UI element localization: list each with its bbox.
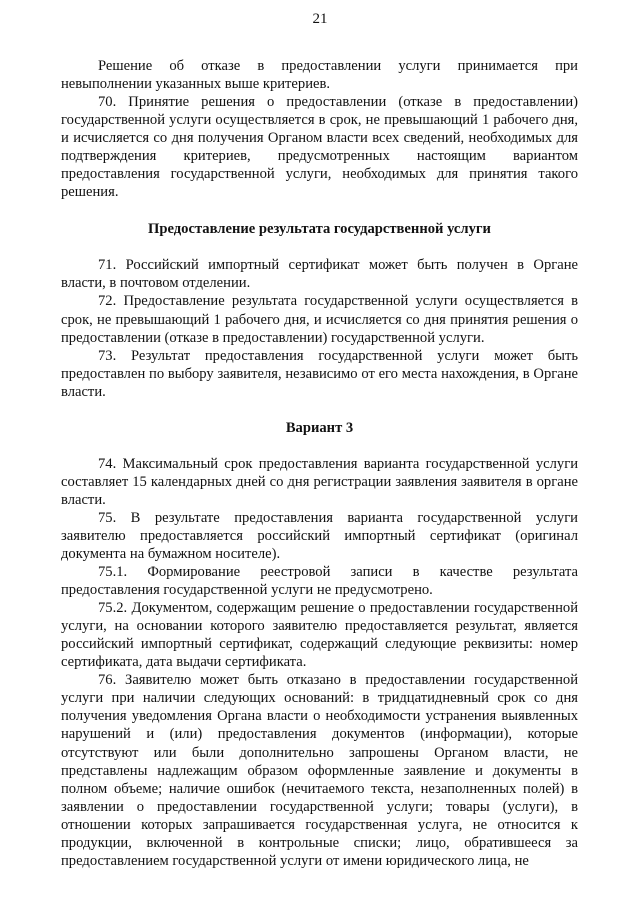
paragraph-75-1: 75.1. Формирование реестровой записи в качестве результата предоставления государственной услуги не предусмотрено. — [61, 564, 578, 599]
section-heading-result: Предоставление результата государственной услуги — [148, 221, 491, 238]
page-number: 21 — [312, 11, 328, 27]
paragraph-73: 73. Результат предоставления государственной услуги может быть предоставлен по выбору заявителя, независимо от его места нахождения, в Органе власти. — [61, 347, 578, 400]
section-heading-variant-3: Вариант 3 — [285, 419, 354, 436]
document-body — [61, 57, 578, 870]
paragraph-76: 76. Заявителю может быть отказано в предоставлении государственной услуги при наличии следующих оснований: в тридцатидневный срок со дня получения уведомления Органа власти о необходимости устранения выявленных нарушений и (или) предоставления документов (информации), которые отсутствуют или были дополнительно запрошены Органом власти, не представлены надлежащим образом оформленные заявление и документы в полном объеме; наличие ошибок (нечитаемого текста, незаполненных полей) в заявлении о предоставлении государственной услуги; товары (услуги), в отношении которых запрашивается государственная услуга, не относится к продукции, включенной в контрольные списки; лицо, обратившееся за предоставлением государственной услуги от имени юридического лица, не — [61, 672, 578, 869]
paragraph-71: 71. Российский импортный сертификат может быть получен в Органе власти, в почтовом отделении. — [61, 257, 578, 292]
paragraph-74: 74. Максимальный срок предоставления варианта государственной услуги составляет 15 календарных дней со дня регистрации заявления заявителя в органе власти. — [61, 455, 578, 508]
paragraph-70: 70. Принятие решения о предоставлении (отказе в предоставлении) государственной услуги осуществляется в срок, не превышающий 1 рабочего дня, и исчисляется со дня получения Органом власти всех сведений, необходимых для подтверждения критериев, предусмотренных настоящим вариантом предоставления государственной услуги, необходимых для принятия такого решения. — [61, 94, 578, 201]
paragraph-rejection-decision: Решение об отказе в предоставлении услуги принимается при невыполнении указанных выше критериев. — [61, 58, 578, 93]
paragraph-75-2: 75.2. Документом, содержащим решение о предоставлении государственной услуги, на основании которого заявителю предоставляется результат, является российский импортный сертификат, содержащий следующие реквизиты: номер сертификата, дата выдачи сертификата. — [61, 600, 578, 671]
paragraph-75: 75. В результате предоставления варианта государственной услуги заявителю предоставляется российский импортный сертификат (оригинал документа на бумажном носителе). — [61, 509, 578, 562]
paragraph-72: 72. Предоставление результата государственной услуги осуществляется в срок, не превышающий 1 рабочего дня, и исчисляется со дня принятия решения о предоставлении (отказе в предоставлении) государственной услуги. — [61, 293, 578, 346]
